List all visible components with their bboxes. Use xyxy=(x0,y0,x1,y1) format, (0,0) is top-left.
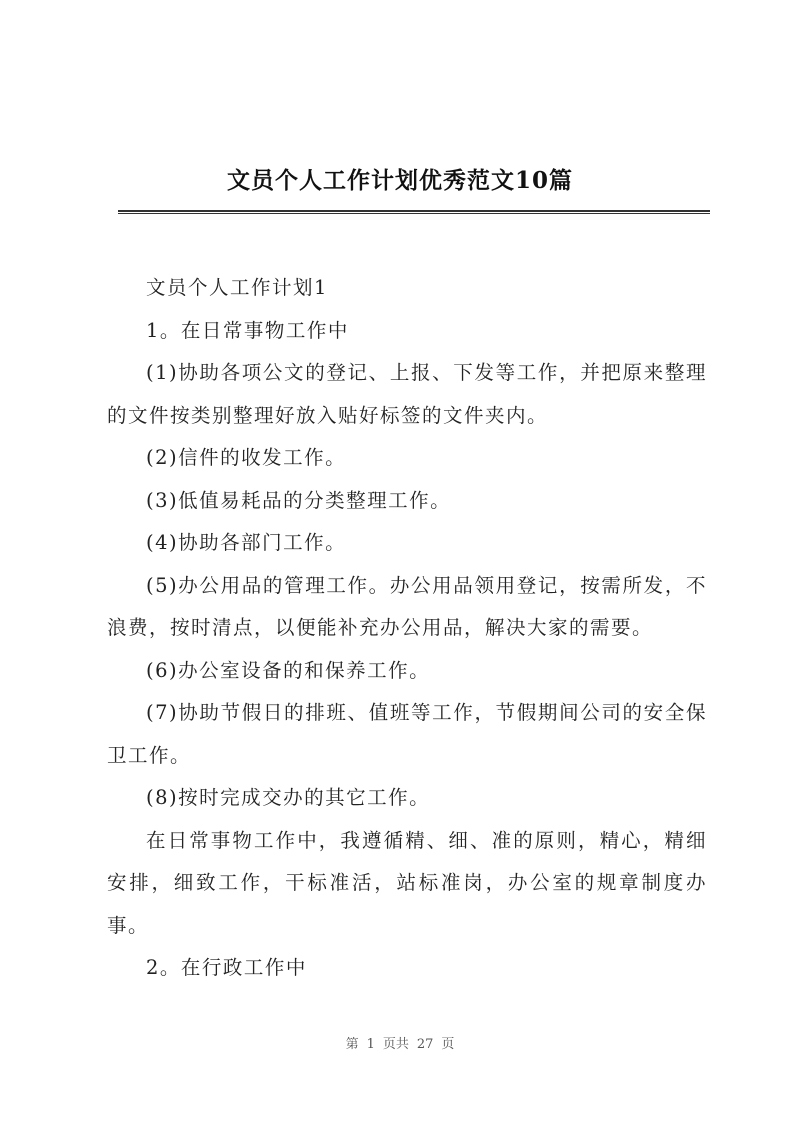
paragraph: (2)信件的收发工作。 xyxy=(146,446,347,469)
paragraph: 1。在日常事物工作中 xyxy=(146,318,349,342)
paragraph: (1)协助各项公文的登记、上报、下发等工作，并把原来整理的文件按类别整理好放入贴好标签的文件夹内。 xyxy=(107,361,707,427)
document-title: 文员个人工作计划优秀范文10篇 xyxy=(226,167,573,194)
title-divider xyxy=(118,210,710,214)
paragraph: (4)协助各部门工作。 xyxy=(146,531,347,554)
footer-middle: 页共 xyxy=(382,1037,409,1052)
paragraph: 在日常事物工作中，我遵循精、细、准的原则，精心，精细安排，细致工作，干标准活，站标准岗，办公室的规章制度办事。 xyxy=(107,828,707,937)
paragraph: (7)协助节假日的排班、值班等工作，节假期间公司的安全保卫工作。 xyxy=(107,701,707,767)
paragraph: 文员个人工作计划1 xyxy=(146,276,328,299)
footer-total-pages: 27 xyxy=(416,1037,434,1052)
footer-prefix: 第 xyxy=(345,1037,359,1052)
footer-suffix: 页 xyxy=(441,1037,455,1052)
paragraph: (6)办公室设备的和保养工作。 xyxy=(146,658,431,682)
paragraph: (8)按时完成交办的其它工作。 xyxy=(146,786,431,809)
page-footer xyxy=(0,1033,800,1052)
footer-page-number: 1 xyxy=(366,1037,375,1052)
paragraph: (3)低值易耗品的分类整理工作。 xyxy=(146,488,452,512)
paragraph: 2。在行政工作中 xyxy=(146,956,307,979)
document-body xyxy=(107,267,707,990)
paragraph: (5)办公用品的管理工作。办公用品领用登记，按需所发，不浪费，按时清点，以便能补充办公用品，解决大家的需要。 xyxy=(107,573,707,639)
